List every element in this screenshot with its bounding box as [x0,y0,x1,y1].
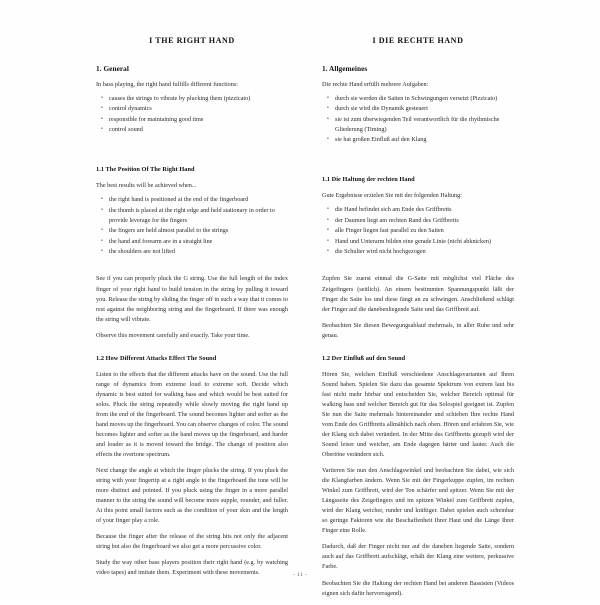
left-section-1-1-title: 1.1 The Position Of The Right Hand [96,166,195,174]
section-spacer [96,143,288,152]
list-item: • control dynamics [109,104,288,114]
right-paragraph: Dadurch, daß der Finger nicht nur auf die daneben liegende Saite, sondern auch auf das Griffbrett aufschlägt, erhält der Klang eine weitere, perkussive Farbe. [322,543,514,571]
left-section-1-bullets [96,94,288,136]
list-item: • the shoulders are not lifted [109,247,288,257]
right-paragraph: Beobachten Sie diesen Bewegungsablauf mehrmals, in aller Ruhe und sehr genau. [322,321,514,339]
list-item: • the thumb is placed at the right edge and held stationary in order to provide leverage for the fingers [109,206,288,226]
left-paragraph: Next change the angle at which the finger plucks the string. If you pluck the string with your fingertip at a right angle to the fingerboard the tone will be more distinct and pointed. If you pluck using the finger in a more parallel manner to the string the sound will become more supple, rounder, and fuller. At this point small factors such as the condition of your skin and the length of your finger play a role. [96,467,288,525]
right-section-1-1-title: 1.1 Die Haltung der rechten Hand [322,176,415,184]
left-column-english [96,36,288,585]
list-item: • durch sie wird die Dynamik gesteuert [335,104,514,114]
left-column-heading: I THE RIGHT HAND [149,36,235,45]
list-item: • alle Finger liegen fast parallel zu den Saiten [335,226,514,236]
left-section-1-2-title: 1.2 How Different Attacks Effect The Sound [96,354,217,362]
right-section-1-lead: Die rechte Hand erfüllt mehrere Aufgaben: [322,80,429,88]
list-item: • sie hat großen Einfluß auf den Klang [335,135,514,145]
list-item: • control sound [109,125,288,135]
section-spacer [322,153,514,162]
left-section-1-1-bullets [96,195,288,257]
page-number-footer: - 11 - [292,572,308,578]
right-paragraph: Hören Sie, welchen Einfluß verschiedene Anschlagsvarianten auf Ihren Sound haben. Spielen Sie dazu das gesamte Spektrum von extrem laut bis fast nicht mehr hörbar und entscheiden Sie, welcher Bereich optimal für walking bass und welcher Bereich gut für das Solospiel geeignet ist. Zupfen Sie nun die Saite mehrmals hintereinander und schieben Ihre rechte Hand vom Ende des Griffbretts allmählich nach oben. Hören und erfahren Sie, wie der Klang sich dabei verändert. In der Mitte des Griffbretts gezupft wird der Sound leiser und weicher, am Ende dagegen härter und lauter. Auch die Obertöne verändern sich. [322,370,514,458]
two-column-layout [96,36,512,605]
list-item: • responsible for maintaining good time [109,115,288,125]
left-section-1-1-lead: The best results will be achieved when... [96,182,197,190]
right-column-german [322,36,514,605]
left-paragraph: Observe this movement carefully and exactly. Take your time. [96,331,250,339]
section-spacer [322,265,514,274]
list-item: • the fingers are held almost parallel to the strings [109,226,288,236]
list-item: • the hand and forearm are in a straight line [109,237,288,247]
right-section-1-2-title: 1.2 Der Einfluß auf den Sound [322,354,406,362]
left-paragraph: Listen to the effects that the different attacks have on the sound. Use the full range of dynamics from extreme loud to extreme soft. Decide which dynamic is best suited for walking bass and which would be best suited for solos. Pluck the string repeatedly while slowly moving the right hand up from the end of the fingerboard. The sound becomes lighter and softer as the hand moves up the fingerboard. You can observe changes of color. The sound becomes lighter and softer as the hand moves up the fingerboard, and harder and louder as it is moved toward the bridge. The change of position also effects the overtone spectrum. [96,370,288,458]
right-paragraph: Variieren Sie nun den Anschlagswinkel und beobachten Sie dabei, wie sich die Klangfarben ändern. Wenn Sie mit der Fingerkuppe zupfen, im rechten Winkel zum Griffbrett, wird der Ton schärfer und spitzer. Wenn Sie mit der Längsseite des Zeigefingers und im spitzen Winkel zum Griffbrett zupfen, wird der Klang weicher, runder und kräftiger. Dabei spielen auch scheinbar so geringe Faktoren wie die Beschaffenheit Ihrer Haut und die Länge Ihrer Finger eine Rolle. [322,467,514,535]
left-paragraph: See if you can properly pluck the G string. Use the full length of the index finger of your right hand to build tension in the string by pulling it toward you. Release the string by sliding the finger off in such a way that it comes to rest against the neighboring string and the fingerboard. If there was enough the string will vibrate. [96,275,288,323]
section-spacer [96,265,288,274]
list-item: • Hand und Unterarm bilden eine gerade Linie (nicht abknicken) [335,237,514,247]
list-item: • the right hand is positioned at the end of the fingerboard [109,195,288,205]
left-paragraph: Because the finger after the release of the string hits not only the adjacent string but also the fingerboard we also get a more percussive color. [96,533,288,551]
right-section-1-title: 1. Allgemeines [322,63,368,73]
right-section-1-1-lead: Gute Ergebnisse erzielen Sie mit der folgenden Haltung: [322,192,462,200]
list-item: • sie ist zum überwiegenden Teil verantwortlich für die rhythmische Gliederung (Timing) [335,115,514,135]
list-item: • die Schulter wird nicht hochgezogen [335,247,514,257]
left-section-1-lead: In bass playing, the right hand fulfills different functions: [96,80,238,88]
list-item: • die Hand befindet sich am Ende des Griffbretts [335,205,514,215]
right-paragraph: Zupfen Sie zuerst einmal die G-Saite mit möglichst viel Fläche des Zeigefingers (seitlich). An einem bestimmten Spannungspunkt läßt der Finger die Saite los und diese fängt an zu schwingen. Anschließend schlägt der Finger auf die danebenliegende Saite und das Griffbrett auf. [322,275,514,313]
list-item: • der Daumen liegt am rechten Rand des Griffbretts [335,216,514,226]
list-item: • durch sie werden die Saiten in Schwingungen versetzt (Pizzicato) [335,94,514,104]
right-column-heading: I DIE RECHTE HAND [372,36,464,45]
right-section-1-1-bullets [322,205,514,257]
list-item: • causes the strings to vibrate by plucking them (pizzicato) [109,94,288,104]
right-section-1-bullets [322,94,514,146]
left-section-1-title: 1. General [96,63,129,73]
left-paragraph: Study the way other bass players position their right hand (e.g. by watching video tapes) and imitate them. Experiment with these movements. [96,559,288,577]
right-paragraph: Beobachten Sie die Haltung der rechten Hand bei anderen Bassisten (Videos eignen sich dafür hervorragend). [322,579,514,597]
